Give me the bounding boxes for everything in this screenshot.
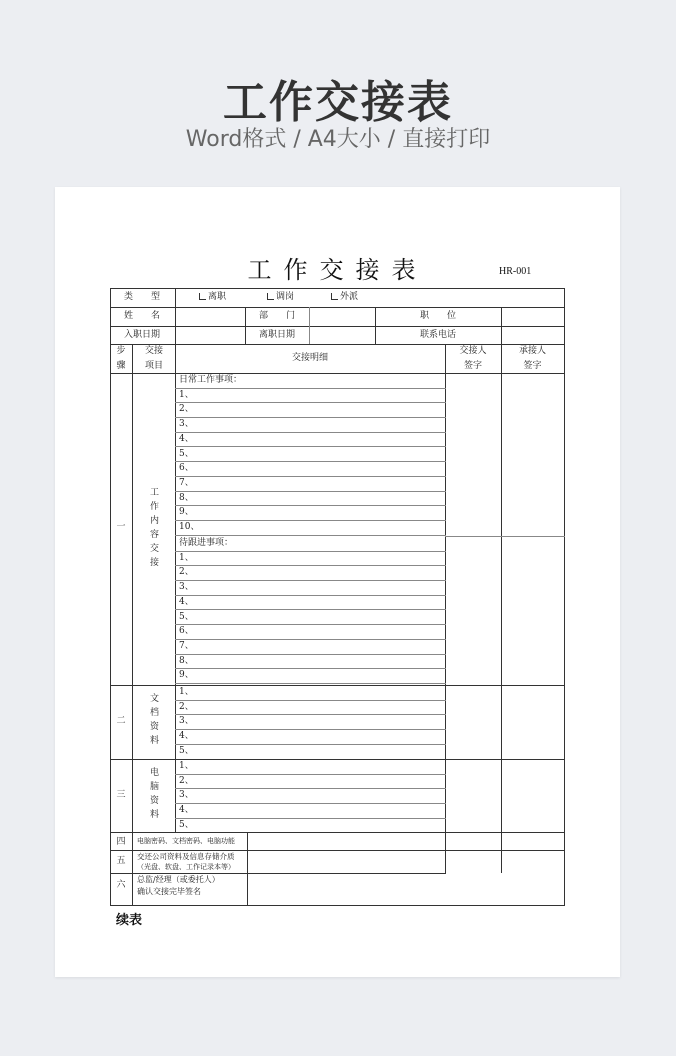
item-line: [175, 580, 446, 581]
item-header-2: 项目: [144, 361, 163, 371]
document-item: 5、: [179, 746, 194, 756]
computer-item: 1、: [179, 761, 194, 771]
item-line: [175, 624, 446, 625]
column-border: [175, 288, 176, 344]
table-border-right: [564, 288, 565, 905]
section4-text: 电脑密码、文档密码、电脑功能: [137, 837, 235, 845]
column-border: [309, 307, 310, 344]
contact-label: 联系电话: [419, 330, 456, 340]
option-assign[interactable]: 外派: [331, 293, 358, 302]
daily-item: 9、: [179, 507, 194, 517]
item-line: [175, 551, 446, 552]
checkbox-resign[interactable]: [199, 293, 206, 300]
item-line: [175, 774, 446, 775]
row-border: [110, 326, 565, 327]
daily-item: 8、: [179, 493, 194, 503]
item-line: [175, 714, 446, 715]
document-item: 3、: [179, 716, 194, 726]
item-line: [175, 476, 446, 477]
item-line: [175, 388, 446, 389]
item-line: [175, 432, 446, 433]
banner-title: 工作交接表: [223, 77, 453, 128]
receiver-sign-header-1: 承接人: [518, 346, 546, 356]
item-line: [175, 446, 446, 447]
daily-item: 2、: [179, 404, 194, 414]
section3-number: 三: [116, 790, 126, 800]
section5-text-2: （光盘、软盘、工作记录本等）: [137, 863, 235, 871]
handover-sign-header-1: 交接人: [459, 346, 487, 356]
document-code: HR-001: [499, 266, 532, 277]
item-line: [175, 595, 446, 596]
item-line: [175, 668, 446, 669]
continued-label: 续表: [116, 913, 143, 928]
item-line: [175, 803, 446, 804]
receiver-sign-header-2: 签字: [523, 361, 542, 371]
daily-item: 1、: [179, 390, 194, 400]
section5-text-1: 交还公司资料及信息存储介质: [137, 852, 235, 861]
leave-date-label: 离职日期: [258, 330, 295, 340]
section4-bottom-border: [110, 850, 565, 851]
item-line: [175, 461, 446, 462]
pending-item: 3、: [179, 582, 194, 592]
column-border: [245, 307, 246, 344]
computer-item: 3、: [179, 790, 194, 800]
pending-item: 4、: [179, 597, 194, 607]
item-header-1: 交接: [144, 346, 163, 356]
column-border: [375, 307, 376, 344]
option-transfer[interactable]: 调岗: [267, 293, 294, 302]
item-line: [175, 520, 446, 521]
item-line: [175, 565, 446, 566]
document-title: 工作交接表: [247, 256, 428, 284]
document-item: 4、: [179, 731, 194, 741]
header-bottom-border: [110, 373, 565, 374]
item-line: [175, 729, 446, 730]
item-line: [175, 402, 446, 403]
table-bottom-border: [110, 905, 565, 906]
option-resign[interactable]: 离职: [199, 293, 226, 302]
computer-item: 2、: [179, 776, 194, 786]
section3-name: 电脑资料: [148, 767, 158, 823]
pending-item: 5、: [179, 612, 194, 622]
computer-item: 4、: [179, 805, 194, 815]
pending-item: 7、: [179, 641, 194, 651]
document-page: [55, 187, 620, 977]
computer-item: 5、: [179, 820, 194, 830]
step-header-2: 骤: [116, 361, 126, 371]
daily-item: 5、: [179, 449, 194, 459]
daily-item: 10、: [179, 522, 200, 532]
handover-sign-header-2: 签字: [463, 361, 482, 371]
item-line: [175, 683, 446, 684]
sign-split-line: [445, 536, 565, 537]
item-line: [175, 417, 446, 418]
row-border: [110, 344, 565, 345]
section5-bottom-border: [110, 873, 446, 874]
daily-item: 7、: [179, 478, 194, 488]
daily-item: 3、: [179, 419, 194, 429]
row-border: [110, 288, 565, 289]
name-label: 姓 名: [123, 311, 160, 321]
daily-item: 6、: [179, 463, 194, 473]
checkbox-assign[interactable]: [331, 293, 338, 300]
item-line: [175, 505, 446, 506]
column-border: [501, 307, 502, 344]
item-line: [175, 639, 446, 640]
section5-number: 五: [116, 856, 126, 866]
handover-column-border: [501, 344, 502, 873]
section1-bottom-border: [110, 685, 565, 686]
detail-header: 交接明细: [291, 353, 328, 363]
section6-text-2: 确认交接完毕签名: [137, 887, 201, 896]
pending-item: 6、: [179, 626, 194, 636]
pending-item: 2、: [179, 567, 194, 577]
type-label: 类 型: [123, 292, 160, 302]
checkbox-transfer[interactable]: [267, 293, 274, 300]
item-line: [175, 609, 446, 610]
row-border: [110, 307, 565, 308]
table-border-left: [110, 288, 111, 905]
item-line: [175, 700, 446, 701]
daily-work-heading: 日常工作事项：: [179, 375, 243, 385]
banner-subtitle: Word格式 / A4大小 / 直接打印: [185, 127, 491, 152]
item-line: [175, 818, 446, 819]
section2-name: 文档资料: [148, 693, 158, 749]
join-date-label: 入职日期: [123, 330, 160, 340]
section2-number: 二: [116, 716, 126, 726]
item-line: [175, 744, 446, 745]
label-column-border: [247, 832, 248, 905]
section6-text-1: 总监/经理（或委托人）: [137, 875, 220, 884]
section3-bottom-border: [110, 832, 565, 833]
department-label: 部 门: [258, 311, 295, 321]
pending-heading: 待跟进事项：: [179, 538, 234, 548]
pending-item: 9、: [179, 670, 194, 680]
item-line: [175, 535, 446, 536]
document-item: 2、: [179, 702, 194, 712]
section1-name: 工作内容交接: [148, 487, 158, 571]
item-line: [175, 491, 446, 492]
pending-item: 8、: [179, 656, 194, 666]
step-header-1: 步: [116, 346, 126, 356]
section4-number: 四: [116, 837, 126, 847]
section1-number: 一: [116, 522, 126, 532]
document-item: 1、: [179, 687, 194, 697]
item-line: [175, 654, 446, 655]
step-column-border: [132, 832, 133, 905]
section2-bottom-border: [110, 759, 565, 760]
daily-item: 4、: [179, 434, 194, 444]
position-label: 职 位: [419, 311, 456, 321]
section6-number: 六: [116, 880, 126, 890]
pending-item: 1、: [179, 553, 194, 563]
item-line: [175, 788, 446, 789]
